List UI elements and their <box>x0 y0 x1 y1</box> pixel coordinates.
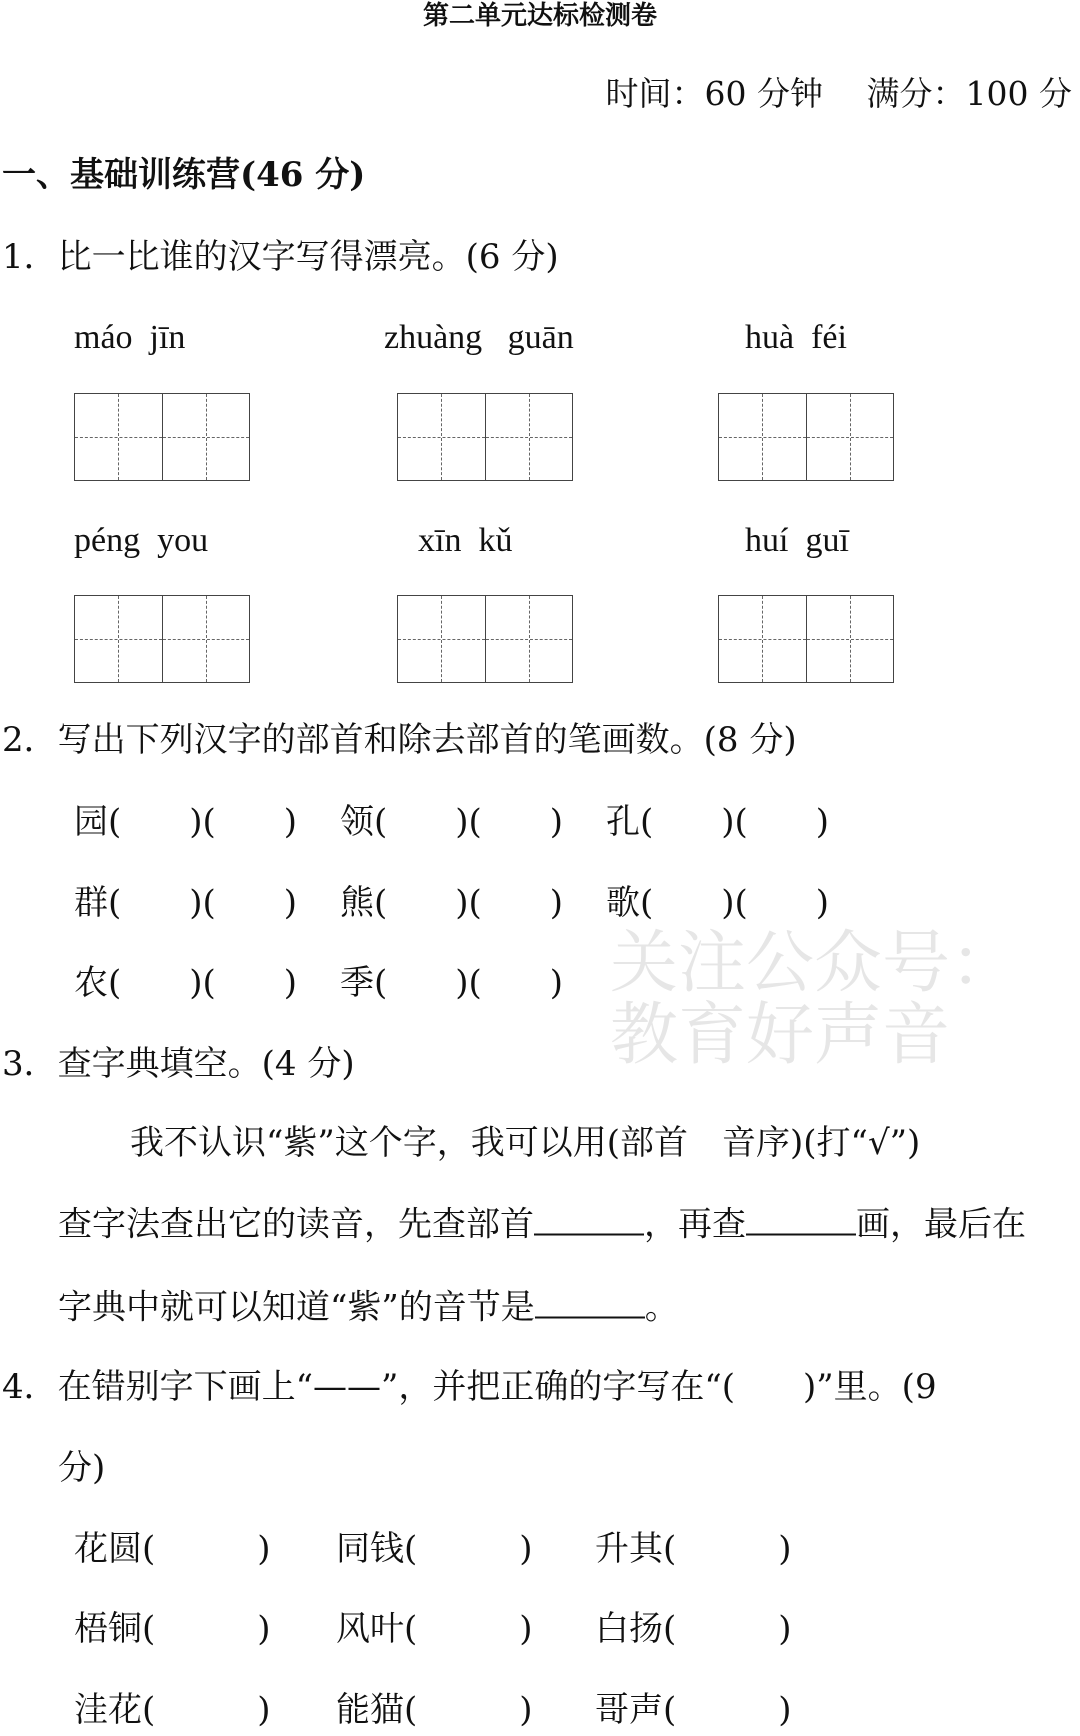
text: ，再查 <box>644 1204 746 1245</box>
writing-grid[interactable] <box>718 393 894 481</box>
typo-item: 能猫( ) <box>336 1690 533 1730</box>
radical-item: 孔( )( ) <box>606 802 830 842</box>
typo-item: 白扬( ) <box>595 1609 792 1649</box>
question-4: 4．在错别字下画上“——”，并把正确的字写在“( )”里。(9 <box>2 1367 937 1407</box>
typo-item: 哥声( ) <box>595 1690 792 1730</box>
typo-item: 花圆( ) <box>74 1529 271 1569</box>
text: 查字法查出它的读音，先查部首 <box>58 1204 534 1245</box>
radical-item: 熊( )( ) <box>340 883 564 923</box>
answer-blank[interactable] <box>535 1287 645 1319</box>
writing-grid[interactable] <box>397 595 573 683</box>
pinyin: huí guī <box>745 522 849 559</box>
radical-item: 季( )( ) <box>340 963 564 1003</box>
answer-blank[interactable] <box>534 1204 644 1236</box>
radical-item: 园( )( ) <box>74 802 298 842</box>
answer-blank[interactable] <box>746 1204 856 1236</box>
typo-item: 梧铜( ) <box>74 1609 271 1649</box>
radical-item: 群( )( ) <box>74 883 298 923</box>
pinyin: huà féi <box>745 319 847 356</box>
text: 字典中就可以知道“紫”的音节是 <box>58 1287 535 1328</box>
q3-line-1: 我不认识“紫”这个字，我可以用(部首 音序)(打“√”) <box>130 1123 921 1163</box>
page-title: 第二单元达标检测卷 <box>422 1 657 31</box>
section-heading: 一、基础训练营(46 分) <box>2 155 366 195</box>
writing-grid[interactable] <box>397 393 573 481</box>
pinyin: péng you <box>74 522 209 559</box>
watermark: 关注公众号：教育好声音 <box>610 924 1019 1075</box>
q3-line-3 <box>58 1287 679 1328</box>
typo-item: 风叶( ) <box>336 1609 533 1649</box>
writing-grid[interactable] <box>74 393 250 481</box>
writing-grid[interactable] <box>74 595 250 683</box>
typo-item: 升其( ) <box>595 1529 792 1569</box>
pinyin: xīn kǔ <box>418 522 513 559</box>
radical-item: 领( )( ) <box>340 802 564 842</box>
question-1: 1．比一比谁的汉字写得漂亮。(6 分) <box>2 237 559 277</box>
text: 。 <box>644 1287 679 1328</box>
text: 画，最后在 <box>856 1204 1026 1245</box>
pinyin: máo jīn <box>74 319 186 356</box>
q3-line-2 <box>58 1204 1026 1245</box>
radical-item: 农( )( ) <box>74 963 298 1003</box>
question-2: 2．写出下列汉字的部首和除去部首的笔画数。(8 分) <box>2 720 797 760</box>
question-3: 3．查字典填空。(4 分) <box>2 1044 355 1084</box>
writing-grid[interactable] <box>718 595 894 683</box>
pinyin: zhuàng guān <box>384 319 574 356</box>
typo-item: 洼花( ) <box>74 1690 271 1730</box>
typo-item: 同钱( ) <box>336 1529 533 1569</box>
question-4-cont: 分) <box>58 1448 106 1488</box>
exam-meta: 时间：60 分钟 满分：100 分 <box>605 74 1072 113</box>
radical-item: 歌( )( ) <box>606 883 830 923</box>
